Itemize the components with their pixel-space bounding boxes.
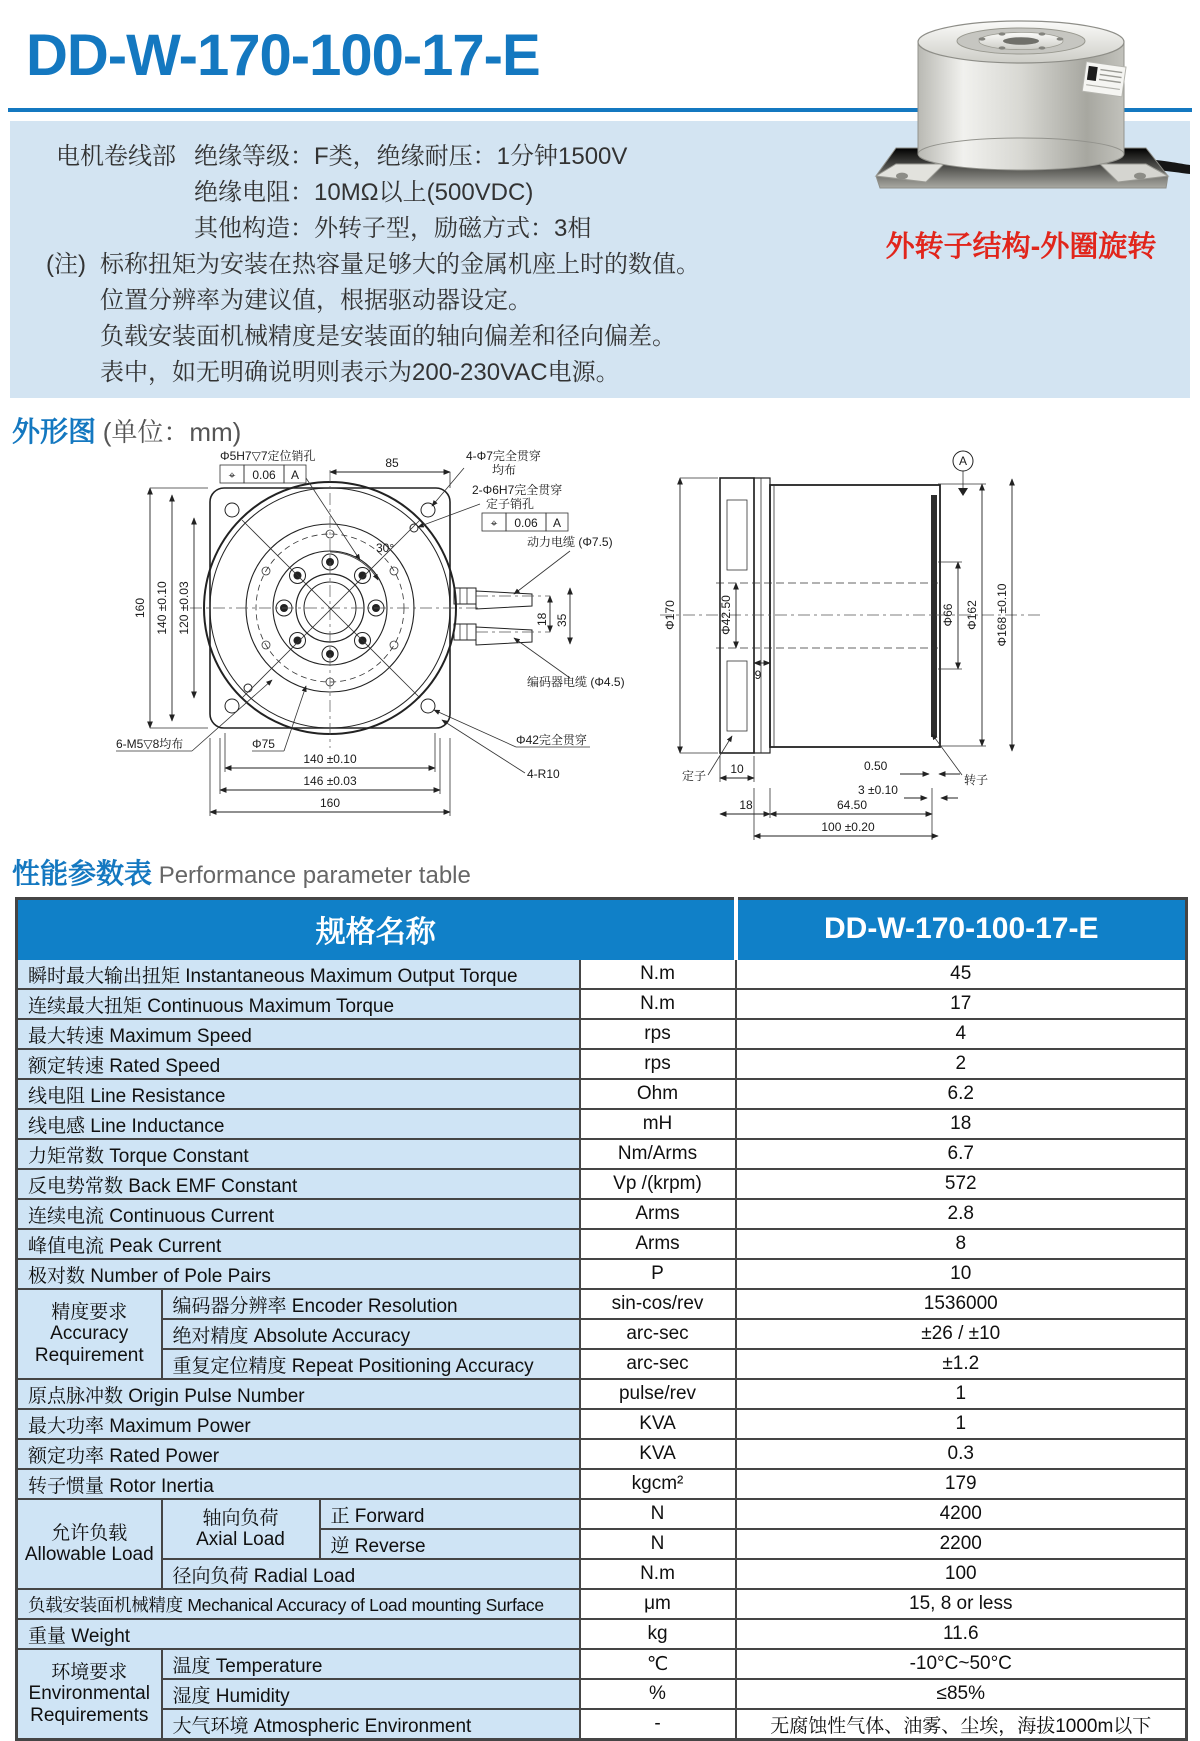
param-value: ±26 / ±10 — [736, 1319, 1187, 1349]
param-value: 1536000 — [736, 1289, 1187, 1319]
rotor-structure-caption: 外转子结构-外圈旋转 — [885, 231, 1157, 263]
param-value: 8 — [736, 1229, 1187, 1259]
gdt1-datum: A — [290, 468, 300, 482]
table-row — [17, 1289, 1187, 1319]
param-label: 绝对精度 Absolute Accuracy — [162, 1319, 580, 1349]
table-row — [17, 1589, 1187, 1619]
front-dim-120-left: 120 ±0.03 — [177, 581, 191, 635]
param-value: 100 — [736, 1559, 1187, 1589]
side-datum-a: A — [958, 454, 968, 468]
table-row — [17, 1409, 1187, 1439]
param-unit: N.m — [580, 959, 736, 989]
front-dim-35: 35 — [555, 613, 569, 627]
param-label: 峰值电流 Peak Current — [17, 1229, 580, 1259]
outline-drawing — [30, 448, 1160, 848]
param-unit: Nm/Arms — [580, 1139, 736, 1169]
side-dim-18: 18 — [739, 798, 753, 812]
group-axial-en: Axial Load — [196, 1529, 285, 1550]
front-thru-42-label: Φ42完全贯穿 — [516, 733, 587, 747]
param-label: 转子惯量 Rotor Inertia — [17, 1469, 580, 1499]
param-unit: N — [580, 1499, 736, 1529]
motor-illustration — [876, 21, 1190, 188]
param-label: 反电势常数 Back EMF Constant — [17, 1169, 580, 1199]
table-row — [17, 1679, 1187, 1709]
side-dia-66: Φ66 — [941, 603, 955, 627]
param-label: 额定转速 Rated Speed — [17, 1049, 580, 1079]
front-stator-pin-label: 2-Φ6H7完全贯穿 — [472, 483, 563, 497]
param-label: 编码器分辨率 Encoder Resolution — [162, 1289, 580, 1319]
table-row — [17, 1439, 1187, 1469]
gdt2-datum: A — [552, 516, 562, 530]
param-label: 重复定位精度 Repeat Positioning Accuracy — [162, 1349, 580, 1379]
param-value: 15, 8 or less — [736, 1589, 1187, 1619]
param-unit: N.m — [580, 989, 736, 1019]
param-unit: P — [580, 1259, 736, 1289]
front-dim-146-bottom: 146 ±0.03 — [303, 774, 357, 788]
param-label: 逆 Reverse — [320, 1529, 580, 1559]
outline-heading-zh: 外形图 — [12, 416, 97, 447]
rotor-edge — [931, 495, 937, 737]
param-value: 572 — [736, 1169, 1187, 1199]
side-dim-0-5: 0.50 — [864, 759, 888, 773]
front-dim-140-left: 140 ±0.10 — [155, 581, 169, 635]
table-row — [17, 1649, 1187, 1679]
param-label: 最大转速 Maximum Speed — [17, 1019, 580, 1049]
insulation-class-line: 绝缘等级：F类，绝缘耐压：1分钟1500V — [194, 143, 628, 170]
performance-heading-zh: 性能参数表 — [12, 858, 153, 889]
gdt-frame-2 — [482, 513, 568, 531]
note-text-2: 位置分辨率为建议值，根据驱动器设定。 — [100, 287, 532, 314]
param-value: 2200 — [736, 1529, 1187, 1559]
param-label: 负载安装面机械精度 Mechanical Accuracy of Load mounting Surface — [17, 1589, 580, 1619]
param-label: 额定功率 Rated Power — [17, 1439, 580, 1469]
param-unit: Arms — [580, 1229, 736, 1259]
param-unit: kg — [580, 1619, 736, 1649]
param-unit: Ohm — [580, 1079, 736, 1109]
table-row — [17, 1109, 1187, 1139]
table-header-row — [17, 899, 1187, 960]
side-dia-170: Φ170 — [663, 600, 677, 630]
table-row — [17, 1469, 1187, 1499]
table-row — [17, 1559, 1187, 1589]
winding-label: 电机卷线部 — [56, 143, 176, 170]
param-unit: mH — [580, 1109, 736, 1139]
param-unit: pulse/rev — [580, 1379, 736, 1409]
front-thru-holes-label: 4-Φ7完全贯穿 — [466, 449, 541, 463]
table-row — [17, 989, 1187, 1019]
param-unit: rps — [580, 1049, 736, 1079]
param-unit: arc-sec — [580, 1319, 736, 1349]
gdt-frame-1 — [220, 465, 306, 483]
group-allowable-en: Allowable Load — [24, 1544, 154, 1565]
param-label: 线电阻 Line Resistance — [17, 1079, 580, 1109]
side-rotor-label: 转子 — [964, 773, 989, 787]
construction-line: 其他构造：外转子型，励磁方式：3相 — [194, 215, 592, 242]
outline-heading-unit: (单位：mm) — [102, 417, 242, 447]
table-row — [17, 1379, 1187, 1409]
front-dim-18: 18 — [535, 612, 549, 626]
table-row — [17, 1139, 1187, 1169]
front-stator-pin-label2: 定子销孔 — [486, 497, 535, 511]
param-value: 2.8 — [736, 1199, 1187, 1229]
table-row — [17, 1229, 1187, 1259]
param-value: 45 — [736, 959, 1187, 989]
group-accuracy — [17, 1289, 162, 1379]
front-view — [116, 448, 625, 816]
note-text-4: 表中，如无明确说明则表示为200-230VAC电源。 — [100, 359, 620, 386]
insulation-resistance-line: 绝缘电阻：10MΩ以上(500VDC) — [194, 179, 534, 206]
side-dia-168: Φ168 ±0.10 — [995, 583, 1009, 647]
param-value: 1 — [736, 1379, 1187, 1409]
side-dim-100: 100 ±0.20 — [821, 820, 875, 834]
param-value: 18 — [736, 1109, 1187, 1139]
group-axial-zh: 轴向负荷 — [202, 1507, 279, 1529]
param-value: 0.3 — [736, 1439, 1187, 1469]
side-view — [660, 451, 1040, 840]
param-unit: % — [580, 1679, 736, 1709]
param-label: 大气环境 Atmospheric Environment — [162, 1709, 580, 1740]
param-value: 4200 — [736, 1499, 1187, 1529]
motor-label-sticker — [1082, 62, 1126, 97]
front-power-cable-label: 动力电缆 (Φ7.5) — [527, 535, 613, 549]
front-angle-label: 30° — [376, 541, 395, 555]
param-value: 4 — [736, 1019, 1187, 1049]
param-label: 极对数 Number of Pole Pairs — [17, 1259, 580, 1289]
param-value: 2 — [736, 1049, 1187, 1079]
param-value: 10 — [736, 1259, 1187, 1289]
param-unit: - — [580, 1709, 736, 1740]
side-stator-label: 定子 — [682, 769, 707, 783]
performance-table — [15, 897, 1188, 1741]
gdt1-symbol: ⌖ — [228, 468, 236, 482]
gdt2-symbol: ⌖ — [490, 516, 498, 530]
table-row — [17, 1499, 1187, 1529]
param-label: 径向负荷 Radial Load — [162, 1559, 580, 1589]
param-value: 17 — [736, 989, 1187, 1019]
front-pin-hole-label: Φ5H7▽7定位销孔 — [220, 449, 316, 463]
table-row — [17, 1709, 1187, 1740]
param-label: 温度 Temperature — [162, 1649, 580, 1679]
front-dia-75-label: Φ75 — [252, 737, 275, 751]
table-row — [17, 1319, 1187, 1349]
param-unit: rps — [580, 1019, 736, 1049]
gdt2-tolerance: 0.06 — [514, 516, 538, 530]
front-thru-holes-label2: 均布 — [492, 463, 517, 477]
group-allowable-load — [17, 1499, 162, 1589]
param-value: ±1.2 — [736, 1349, 1187, 1379]
param-label: 瞬时最大输出扭矩 Instantaneous Maximum Output Torque — [17, 959, 580, 989]
side-dia-162: Φ162 — [965, 600, 979, 630]
param-unit: sin-cos/rev — [580, 1289, 736, 1319]
table-row — [17, 1259, 1187, 1289]
param-value: 1 — [736, 1409, 1187, 1439]
group-accuracy-en: Accuracy Requirement — [34, 1323, 144, 1366]
front-corner-radius-label: 4-R10 — [527, 767, 560, 781]
param-value: ≤85% — [736, 1679, 1187, 1709]
param-label: 线电感 Line Inductance — [17, 1109, 580, 1139]
param-unit: KVA — [580, 1439, 736, 1469]
outline-section-heading — [12, 410, 241, 450]
param-unit: KVA — [580, 1409, 736, 1439]
product-photo — [856, 8, 1190, 208]
group-environment — [17, 1649, 162, 1740]
table-row — [17, 1049, 1187, 1079]
param-unit: N — [580, 1529, 736, 1559]
table-row — [17, 1619, 1187, 1649]
param-value: 6.2 — [736, 1079, 1187, 1109]
param-label: 连续最大扭矩 Continuous Maximum Torque — [17, 989, 580, 1019]
group-environment-en: Environmental Requirements — [28, 1683, 150, 1726]
param-unit: N.m — [580, 1559, 736, 1589]
front-dim-140-bottom: 140 ±0.10 — [303, 752, 357, 766]
front-dim-160-bottom: 160 — [319, 796, 341, 810]
param-label: 湿度 Humidity — [162, 1679, 580, 1709]
table-row — [17, 1349, 1187, 1379]
front-dim-85: 85 — [385, 456, 399, 470]
param-label: 原点脉冲数 Origin Pulse Number — [17, 1379, 580, 1409]
param-unit: kgcm² — [580, 1469, 736, 1499]
param-value: 179 — [736, 1469, 1187, 1499]
param-label: 最大功率 Maximum Power — [17, 1409, 580, 1439]
front-tap-holes-label: 6-M5▽8均布 — [116, 737, 184, 751]
header-spec-name: 规格名称 — [17, 899, 736, 960]
param-label: 重量 Weight — [17, 1619, 580, 1649]
param-label: 连续电流 Continuous Current — [17, 1199, 580, 1229]
param-label: 力矩常数 Torque Constant — [17, 1139, 580, 1169]
table-row — [17, 1079, 1187, 1109]
side-dim-9: 9 — [754, 668, 762, 682]
side-dim-64-5: 64.50 — [836, 798, 868, 812]
group-allowable-zh: 允许负载 — [51, 1522, 128, 1544]
note-text-3: 负载安装面机械精度是安装面的轴向偏差和径向偏差。 — [100, 323, 676, 350]
table-row — [17, 1169, 1187, 1199]
gdt1-tolerance: 0.06 — [252, 468, 276, 482]
note-text-1: 标称扭矩为安装在热容量足够大的金属机座上时的数值。 — [100, 251, 700, 278]
note-label: (注) — [46, 251, 86, 278]
side-dia-42-5: Φ42.50 — [719, 595, 733, 635]
param-unit: μm — [580, 1589, 736, 1619]
table-row — [17, 959, 1187, 989]
param-value: 11.6 — [736, 1619, 1187, 1649]
param-unit: arc-sec — [580, 1349, 736, 1379]
front-encoder-cable-label: 编码器电缆 (Φ4.5) — [527, 675, 625, 689]
motor-center-bore — [1003, 37, 1039, 45]
side-dim-3: 3 ±0.10 — [858, 783, 898, 797]
param-unit: ℃ — [580, 1649, 736, 1679]
param-unit: Vp /(krpm) — [580, 1169, 736, 1199]
param-value: -10°C~50°C — [736, 1649, 1187, 1679]
performance-section-heading — [12, 852, 471, 892]
group-accuracy-zh: 精度要求 — [51, 1302, 128, 1324]
param-value: 6.7 — [736, 1139, 1187, 1169]
side-dim-10: 10 — [730, 762, 744, 776]
group-environment-zh: 环境要求 — [51, 1662, 128, 1684]
table-row — [17, 1199, 1187, 1229]
param-unit: Arms — [580, 1199, 736, 1229]
group-axial-load — [162, 1499, 320, 1559]
performance-heading-en: Performance parameter table — [158, 862, 471, 889]
page-title: DD-W-170-100-17-E — [26, 23, 540, 88]
front-dim-160-left: 160 — [133, 597, 147, 619]
table-row — [17, 1019, 1187, 1049]
param-label: 正 Forward — [320, 1499, 580, 1529]
header-model-name: DD-W-170-100-17-E — [736, 899, 1187, 960]
param-value: 无腐蚀性气体、油雾、尘埃，海拔1000m以下 — [736, 1709, 1187, 1740]
